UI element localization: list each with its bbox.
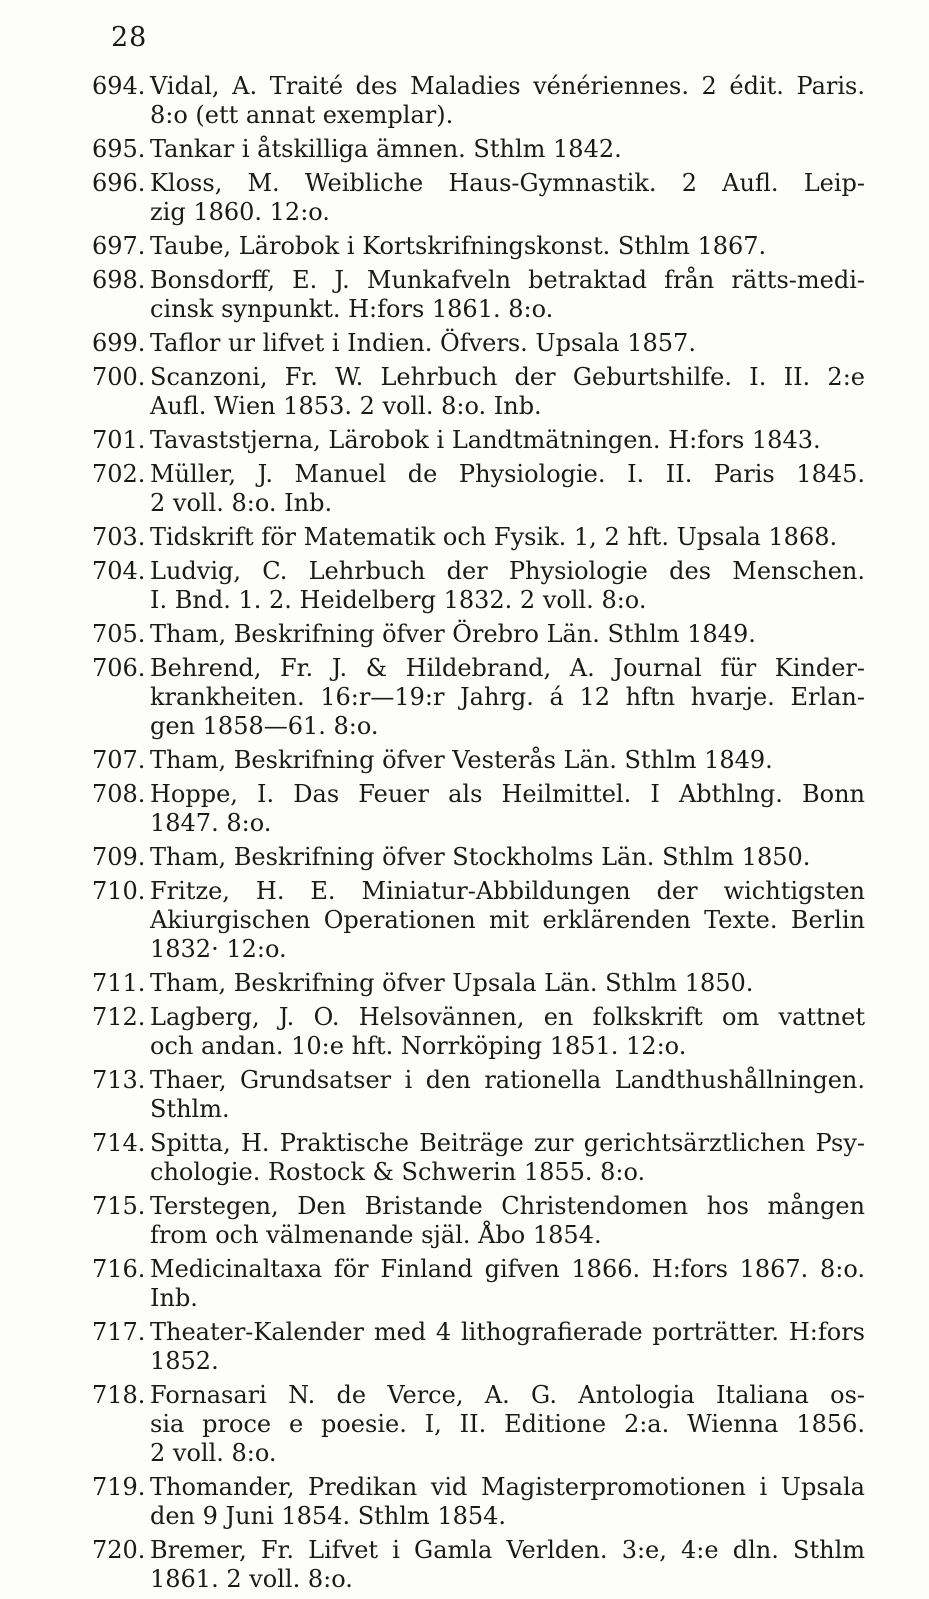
catalogue-entry — [0, 557, 929, 615]
entry-number-label: 706. — [92, 654, 146, 682]
entry-line: Tham, Beskrifning öfver Stockholms Län. Sthlm 1850. — [150, 843, 811, 871]
catalogue-entry — [0, 329, 929, 358]
entry-text — [150, 1255, 929, 1313]
entry-line: I. Bnd. 1. 2. Heidelberg 1832. 2 voll. 8:o. — [150, 586, 647, 614]
catalogue-entry — [0, 523, 929, 552]
entry-line: Müller, J. Manuel de Physiologie. I. II. Paris 1845. — [150, 460, 865, 488]
entry-number-label: 703. — [92, 523, 146, 551]
entry-line: Inb. — [150, 1284, 198, 1312]
entry-line: Scanzoni, Fr. W. Lehrbuch der Geburtshilfe. I. II. 2:e — [150, 363, 865, 391]
entry-line: cinsk synpunkt. H:fors 1861. 8:o. — [150, 295, 554, 323]
entry-line: Taube, Lärobok i Kortskrifningskonst. Sthlm 1867. — [150, 232, 767, 260]
entry-number-label: 705. — [92, 620, 146, 648]
entry-number-label: 698. — [92, 266, 146, 294]
entry-number — [0, 135, 150, 164]
entry-line: och andan. 10:e hft. Norrköping 1851. 12:o. — [150, 1032, 687, 1060]
entry-number-label: 697. — [92, 232, 146, 260]
entry-number-label: 694. — [92, 72, 146, 100]
entry-text — [150, 72, 929, 130]
entry-number-label: 715. — [92, 1192, 146, 1220]
entry-number — [0, 266, 150, 295]
entry-line: Tham, Beskrifning öfver Örebro Län. Sthlm 1849. — [150, 620, 756, 648]
entry-number — [0, 1536, 150, 1565]
catalogue-entry — [0, 1066, 929, 1124]
catalogue-entry — [0, 969, 929, 998]
entry-text — [150, 1192, 929, 1250]
entry-text — [150, 426, 929, 455]
entry-number — [0, 329, 150, 358]
entry-text — [150, 363, 929, 421]
entry-text — [150, 654, 929, 741]
entry-number — [0, 1066, 150, 1095]
catalogue-entry — [0, 1473, 929, 1531]
entry-number — [0, 169, 150, 198]
entry-line: krankheiten. 16:r—19:r Jahrg. á 12 hftn hvarje. Erlan- — [150, 683, 865, 711]
entry-line: Thaer, Grundsatser i den rationella Landthushållningen. — [150, 1066, 865, 1094]
catalogue-entry — [0, 135, 929, 164]
entry-text — [150, 1536, 929, 1594]
catalogue-entry — [0, 1255, 929, 1313]
catalogue-entry — [0, 266, 929, 324]
entry-line: Behrend, Fr. J. & Hildebrand, A. Journal für Kinder- — [150, 654, 865, 682]
entry-line: Bremer, Fr. Lifvet i Gamla Verlden. 3:e, 4:e dln. Sthlm — [150, 1536, 865, 1564]
entry-number-label: 711. — [92, 969, 146, 997]
entry-number-label: 719. — [92, 1473, 146, 1501]
entry-number — [0, 877, 150, 906]
entry-line: Ludvig, C. Lehrbuch der Physiologie des Menschen. — [150, 557, 865, 585]
catalogue-entry — [0, 232, 929, 261]
entry-line: 8:o (ett annat exemplar). — [150, 101, 454, 129]
entry-text — [150, 557, 929, 615]
entry-number — [0, 1003, 150, 1032]
entry-line: 1861. 2 voll. 8:o. — [150, 1565, 353, 1593]
entry-number-label: 709. — [92, 843, 146, 871]
entry-number-label: 714. — [92, 1129, 146, 1157]
entry-number — [0, 1473, 150, 1502]
entry-line: Hoppe, I. Das Feuer als Heilmittel. I Abthlng. Bonn — [150, 780, 865, 808]
entry-number — [0, 969, 150, 998]
entry-line: Akiurgischen Operationen mit erklärenden Texte. Berlin — [150, 906, 865, 934]
catalogue-entry — [0, 654, 929, 741]
entry-number-label: 700. — [92, 363, 146, 391]
entry-line: Lagberg, J. O. Helsovännen, en folkskrift om vattnet — [150, 1003, 865, 1031]
entry-number — [0, 1129, 150, 1158]
entry-text — [150, 266, 929, 324]
entry-line: from och välmenande själ. Åbo 1854. — [150, 1221, 602, 1249]
entry-line: 1852. — [150, 1347, 219, 1375]
catalogue-entry — [0, 363, 929, 421]
entry-line: Aufl. Wien 1853. 2 voll. 8:o. Inb. — [150, 392, 542, 420]
entry-line: Terstegen, Den Bristande Christendomen hos mången — [150, 1192, 865, 1220]
entry-line: 2 voll. 8:o. — [150, 1439, 277, 1467]
entry-text — [150, 1066, 929, 1124]
entry-number-label: 702. — [92, 460, 146, 488]
entry-number — [0, 1255, 150, 1284]
entry-line: Thomander, Predikan vid Magisterpromotionen i Upsala — [150, 1473, 865, 1501]
entry-number-label: 716. — [92, 1255, 146, 1283]
entry-line: Tham, Beskrifning öfver Upsala Län. Sthlm 1850. — [150, 969, 754, 997]
entry-line: Tankar i åtskilliga ämnen. Sthlm 1842. — [150, 135, 622, 163]
entry-text — [150, 460, 929, 518]
entry-number — [0, 1381, 150, 1410]
entry-number — [0, 232, 150, 261]
entry-line: chologie. Rostock & Schwerin 1855. 8:o. — [150, 1158, 646, 1186]
entry-number — [0, 780, 150, 809]
page-number: 28 — [111, 22, 148, 53]
entry-text — [150, 1381, 929, 1468]
catalogue-entry — [0, 780, 929, 838]
entry-line: Theater-Kalender med 4 lithografierade porträtter. H:fors — [150, 1318, 865, 1346]
catalogue-entry — [0, 1003, 929, 1061]
catalogue-entry — [0, 746, 929, 775]
catalogue-entry — [0, 877, 929, 964]
entry-text — [150, 843, 929, 872]
entry-number-label: 695. — [92, 135, 146, 163]
entry-line: Sthlm. — [150, 1095, 230, 1123]
entry-number — [0, 746, 150, 775]
entry-line: sia proce e poesie. I, II. Editione 2:a. Wienna 1856. — [150, 1410, 865, 1438]
entry-number — [0, 363, 150, 392]
entry-text — [150, 746, 929, 775]
entry-line: Tidskrift för Matematik och Fysik. 1, 2 hft. Upsala 1868. — [150, 523, 838, 551]
entry-number — [0, 843, 150, 872]
entry-line: Fritze, H. E. Miniatur-Abbildungen der wichtigsten — [150, 877, 865, 905]
catalogue-entry — [0, 1192, 929, 1250]
entry-text — [150, 780, 929, 838]
entry-number-label: 696. — [92, 169, 146, 197]
entry-line: Vidal, A. Traité des Maladies vénériennes. 2 édit. Paris. — [150, 72, 865, 100]
catalogue-entry — [0, 843, 929, 872]
entry-text — [150, 620, 929, 649]
entry-line: 1832· 12:o. — [150, 935, 287, 963]
entry-number — [0, 460, 150, 489]
entry-line: Kloss, M. Weibliche Haus-Gymnastik. 2 Aufl. Leip- — [150, 169, 865, 197]
entry-number-label: 717. — [92, 1318, 146, 1346]
entry-text — [150, 523, 929, 552]
catalogue-entry — [0, 426, 929, 455]
catalogue-entry — [0, 620, 929, 649]
entry-line: Tavaststjerna, Lärobok i Landtmätningen. H:fors 1843. — [150, 426, 821, 454]
catalogue-entry — [0, 169, 929, 227]
entry-line: Bonsdorff, E. J. Munkafveln betraktad från rätts-medi- — [150, 266, 865, 294]
entry-number — [0, 557, 150, 586]
entry-text — [150, 135, 929, 164]
entry-number-label: 712. — [92, 1003, 146, 1031]
entry-number-label: 701. — [92, 426, 146, 454]
catalogue-entry — [0, 460, 929, 518]
entry-text — [150, 232, 929, 261]
entry-number — [0, 426, 150, 455]
catalogue-entry — [0, 72, 929, 130]
entry-number-label: 713. — [92, 1066, 146, 1094]
entry-number-label: 704. — [92, 557, 146, 585]
catalogue-entry — [0, 1318, 929, 1376]
entry-number — [0, 1192, 150, 1221]
entry-text — [150, 169, 929, 227]
entry-line: Spitta, H. Praktische Beiträge zur gerichtsärztlichen Psy- — [150, 1129, 865, 1157]
entry-text — [150, 877, 929, 964]
catalogue-entry — [0, 1129, 929, 1187]
entry-text — [150, 329, 929, 358]
entry-number-label: 710. — [92, 877, 146, 905]
entry-number — [0, 1318, 150, 1347]
entry-line: Tham, Beskrifning öfver Vesterås Län. Sthlm 1849. — [150, 746, 773, 774]
entry-number — [0, 654, 150, 683]
entry-number — [0, 523, 150, 552]
entry-text — [150, 1129, 929, 1187]
entry-line: gen 1858—61. 8:o. — [150, 712, 379, 740]
entry-text — [150, 1473, 929, 1531]
entry-number-label: 707. — [92, 746, 146, 774]
entry-text — [150, 969, 929, 998]
entry-line: den 9 Juni 1854. Sthlm 1854. — [150, 1502, 507, 1530]
entry-text — [150, 1003, 929, 1061]
entry-line: Fornasari N. de Verce, A. G. Antologia Italiana os- — [150, 1381, 865, 1409]
entry-line: zig 1860. 12:o. — [150, 198, 330, 226]
catalogue-entry — [0, 1381, 929, 1468]
entry-number-label: 699. — [92, 329, 146, 357]
entry-line: 2 voll. 8:o. Inb. — [150, 489, 333, 517]
entry-line: 1847. 8:o. — [150, 809, 272, 837]
entry-number-label: 720. — [92, 1536, 146, 1564]
entry-number-label: 708. — [92, 780, 146, 808]
entry-number — [0, 72, 150, 101]
entry-number — [0, 620, 150, 649]
entry-line: Taflor ur lifvet i Indien. Öfvers. Upsala 1857. — [150, 329, 696, 357]
entry-number-label: 718. — [92, 1381, 146, 1409]
entry-text — [150, 1318, 929, 1376]
entry-line: Medicinaltaxa för Finland gifven 1866. H:fors 1867. 8:o. — [150, 1255, 865, 1283]
catalogue-entries — [0, 72, 929, 1599]
catalogue-entry — [0, 1536, 929, 1594]
